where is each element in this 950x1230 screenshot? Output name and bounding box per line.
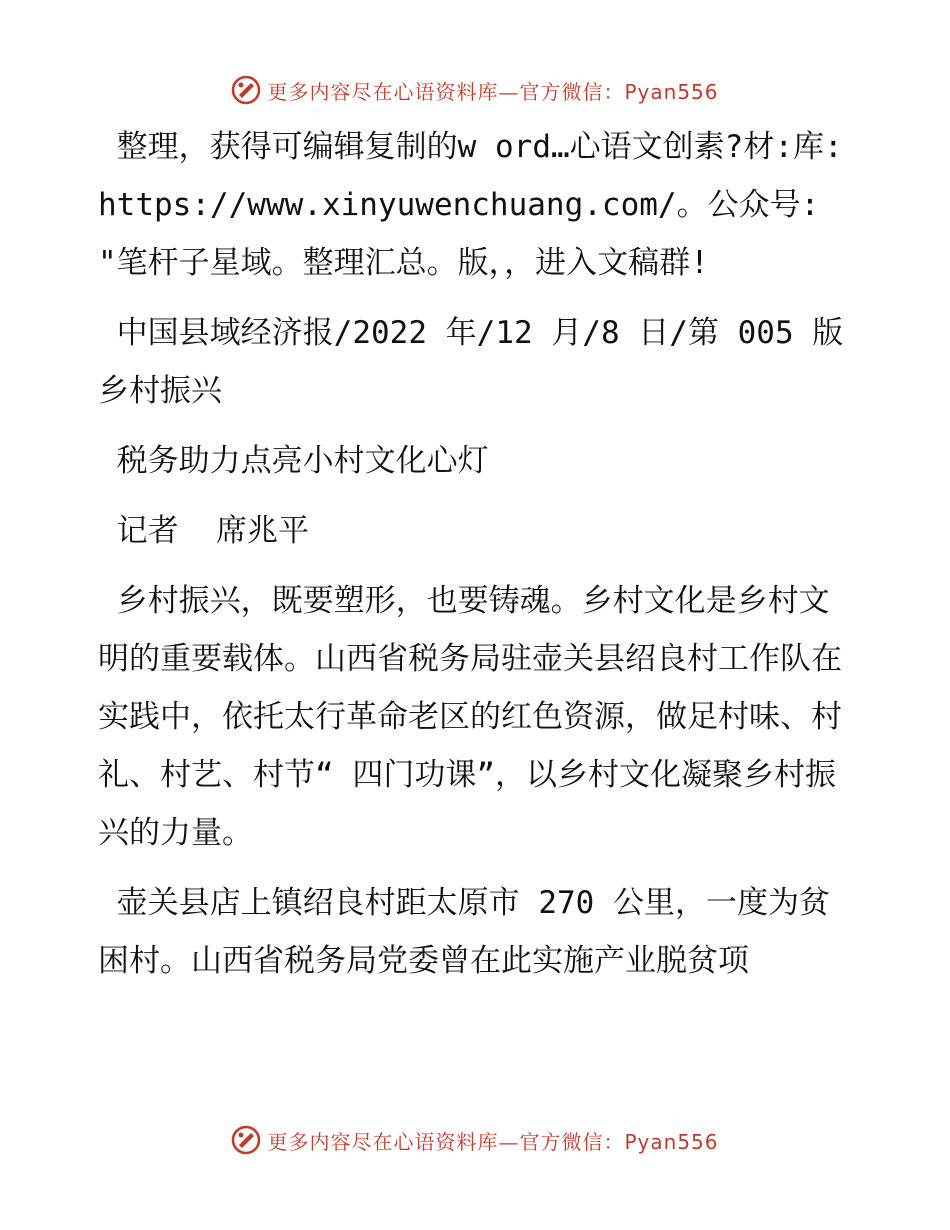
seal-logo-icon [231,1125,261,1155]
document-body [98,118,862,990]
body-paragraph: 乡村振兴，既要塑形，也要铸魂。乡村文化是乡村文明的重要载体。山西省税务局驻壶关县绍良村工作队在实践中，依托太行革命老区的红色资源，做足村味、村礼、村艺、村节“ 四门功课”，以乡村文化凝聚乡村振兴的力量。 [98,583,842,851]
watermark-handle: Pyan556 [624,79,719,104]
byline: 记者 席兆平 [98,513,309,549]
headline: 税务助力点亮小村文化心灯 [98,443,489,479]
watermark-footer [0,1120,950,1160]
watermark-text: 更多内容尽在心语资料库—官方微信：Pyan556 [267,1129,719,1154]
source-line: 中国县域经济报/2022 年/12 月/8 日/第 005 版乡村振兴 [98,315,844,409]
watermark-header [0,70,950,110]
intro-paragraph: 整理，获得可编辑复制的w ord…心语文创素?材:库: https://www.xinyuwenchuang.com/。公众号: "笔杆子星域。整理汇总。版，，进入文稿群! [98,129,862,281]
watermark-handle: Pyan556 [624,1129,719,1154]
body-paragraph: 壶关县店上镇绍良村距太原市 270 公里，一度为贫困村。山西省税务局党委曾在此实施产业脱贫项 [98,885,830,979]
watermark-text: 更多内容尽在心语资料库—官方微信：Pyan556 [267,79,719,104]
seal-logo-icon [231,75,261,105]
